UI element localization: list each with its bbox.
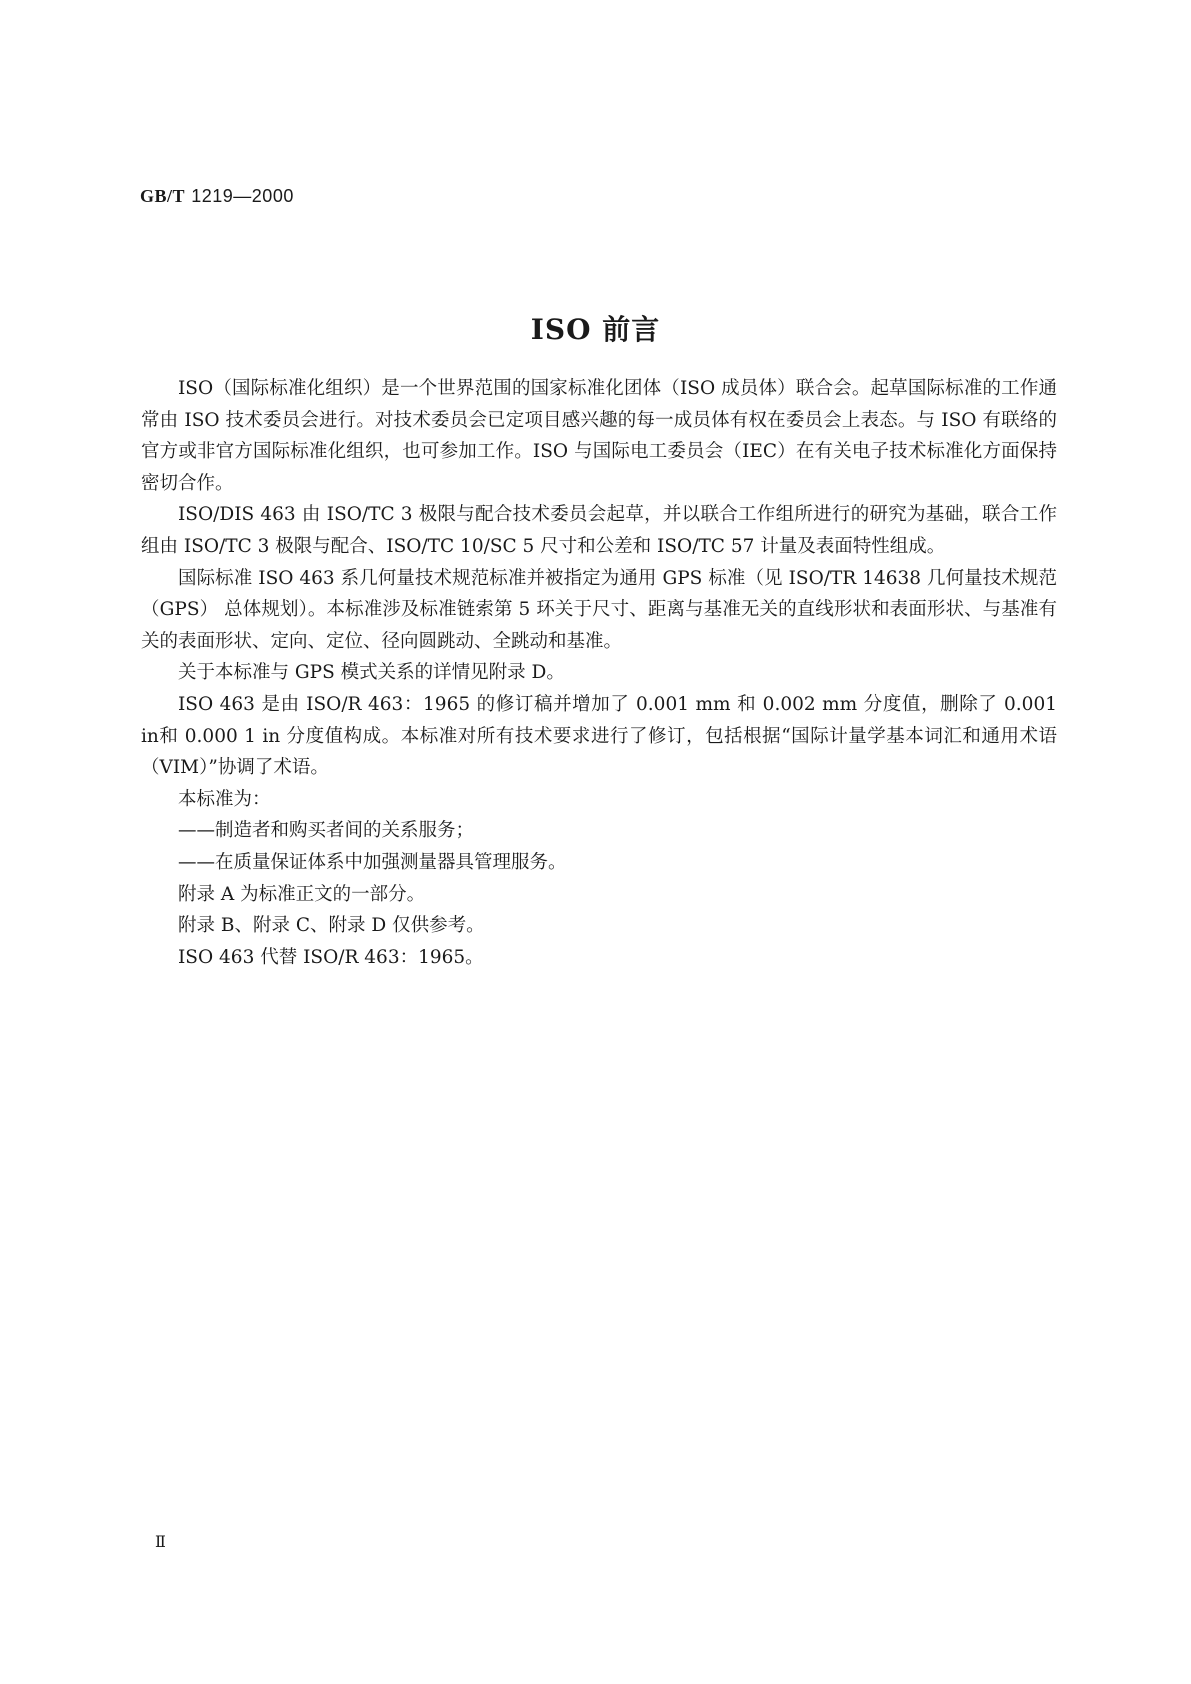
paragraph-gps: 国际标准 ISO 463 系几何量技术规范标准并被指定为通用 GPS 标准（见 ISO/TR 14638 几何量技术规范（GPS） 总体规划）。本标准涉及标准链索第 5 环关于尺寸、距离与基准无关的直线形状和表面形状、与基准有关的表面形状、定向、定位、径向圆跳动、全跳动和基准。 — [141, 567, 1057, 652]
paragraph-drafting: ISO/DIS 463 由 ISO/TC 3 极限与配合技术委员会起草，并以联合工作组所进行的研究为基础，联合工作组由 ISO/TC 3 极限与配合、ISO/TC 10/SC 5 尺寸和公差和 ISO/TC 57 计量及表面特性组成。 — [141, 504, 1057, 557]
list-item-purpose-2: ——在质量保证体系中加强测量器具管理服务。 — [178, 851, 567, 873]
standard-number: 1219—2000 — [191, 186, 294, 206]
paragraph-iso-intro: ISO（国际标准化组织）是一个世界范围的国家标准化团体（ISO 成员体）联合会。起草国际标准的工作通常由 ISO 技术委员会进行。对技术委员会已定项目感兴趣的每一成员体有权在委员会上表态。与 ISO 有联络的官方或非官方国际标准化组织，也可参加工作。ISO 与国际电工委员会（IEC）在有关电子技术标准化方面保持密切合作。 — [141, 378, 1057, 494]
paragraph-annex-d-ref: 关于本标准与 GPS 模式关系的详情见附录 D。 — [178, 662, 565, 684]
list-item-purpose-1: ——制造者和购买者间的关系服务； — [178, 820, 475, 842]
standard-code: GB/T — [140, 186, 186, 206]
standard-header — [140, 186, 294, 207]
paragraph-annex-bcd: 附录 B、附录 C、附录 D 仅供参考。 — [178, 915, 485, 937]
paragraph-annex-a: 附录 A 为标准正文的一部分。 — [178, 883, 426, 905]
page-number: Ⅱ — [155, 1532, 166, 1551]
paragraph-revision: ISO 463 是由 ISO/R 463：1965 的修订稿并增加了 0.001 mm 和 0.002 mm 分度值，删除了 0.001 in和 0.000 1 in 分度值构成。本标准对所有技术要求进行了修订，包括根据“国际计量学基本词汇和通用术语（VIM）”协调了术语。 — [141, 693, 1057, 779]
paragraph-replaces: ISO 463 代替 ISO/R 463：1965。 — [178, 946, 484, 968]
page-title: ISO 前言 — [530, 313, 661, 346]
paragraph-purpose-intro: 本标准为： — [178, 788, 271, 810]
foreword-body — [141, 373, 1057, 973]
